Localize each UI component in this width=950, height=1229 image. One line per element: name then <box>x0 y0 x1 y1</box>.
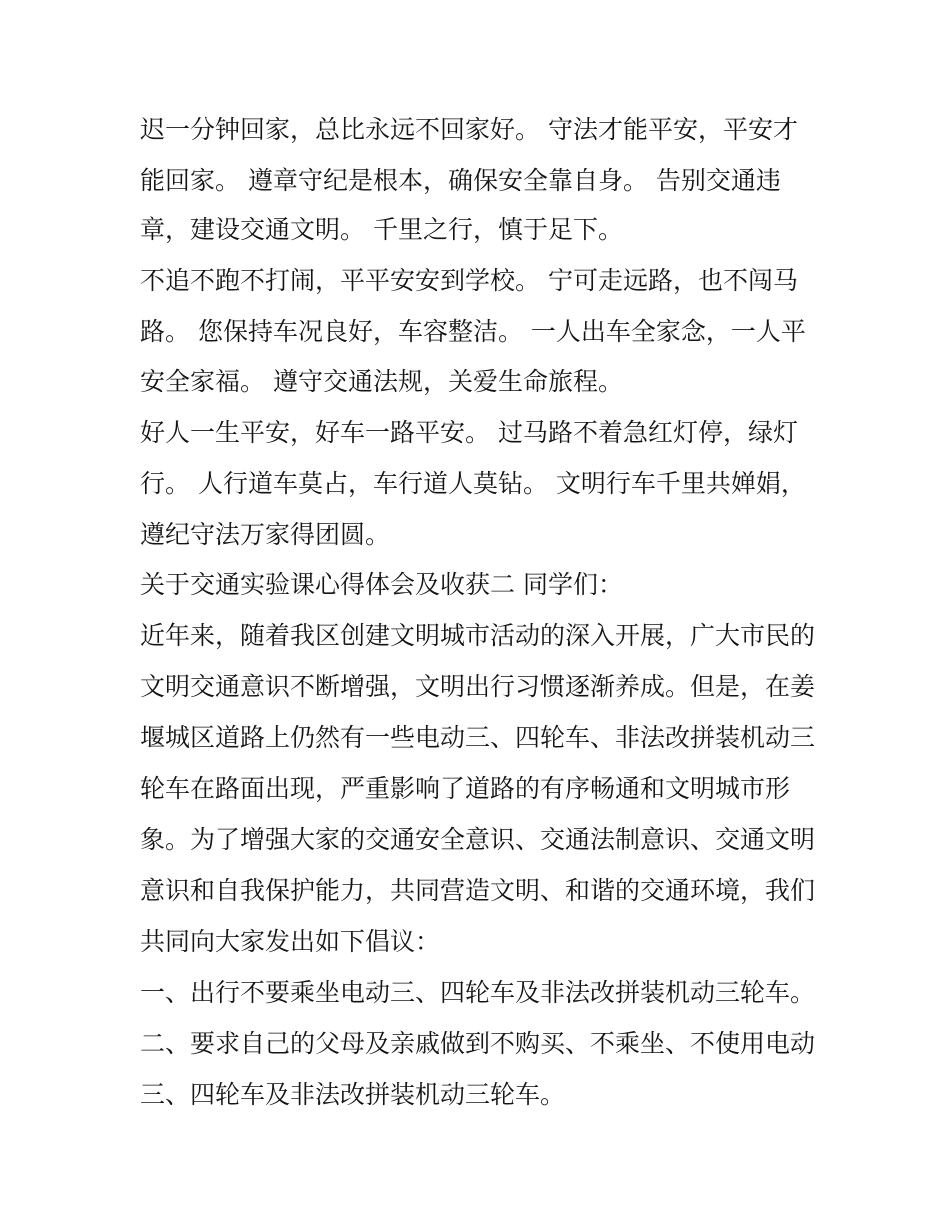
text-line: 不追不跑不打闹，平平安安到学校。 宁可走远路，也不闯马 <box>140 266 798 295</box>
text-line: 遵纪守法万家得团圆。 <box>140 520 391 549</box>
list-item: 一、出行不要乘坐电动三、四轮车及非法改拼装机动三轮车。 <box>140 978 816 1007</box>
text-line: 迟一分钟回家，总比永远不回家好。 守法才能平安，平安才 <box>140 115 798 144</box>
text-line: 路。 您保持车况良好，车容整洁。 一人出车全家念，一人平 <box>140 317 806 346</box>
text-line: 象。为了增强大家的交通安全意识、交通法制意识、交通文明 <box>140 825 816 854</box>
text-line: 章，建设交通文明。 千里之行，慎于足下。 <box>140 215 623 244</box>
text-line: 意识和自我保护能力，共同营造文明、和谐的交通环境，我们 <box>140 876 816 905</box>
text-line: 行。 人行道车莫占，车行道人莫钻。 文明行车千里共婵娟， <box>140 469 806 498</box>
text-line: 好人一生平安，好车一路平安。 过马路不着急红灯停，绿灯 <box>140 418 798 447</box>
text-line: 能回家。 遵章守纪是根本，确保安全靠自身。 告别交通违 <box>140 166 781 195</box>
text-line: 文明交通意识不断增强，文明出行习惯逐渐养成。但是，在姜 <box>140 672 816 701</box>
list-item: 二、要求自己的父母及亲戚做到不购买、不乘坐、不使用电动 <box>140 1029 816 1058</box>
list-item-continuation: 三、四轮车及非法改拼装机动三轮车。 <box>140 1080 566 1109</box>
text-line: 近年来，随着我区创建文明城市活动的深入开展，广大市民的 <box>140 621 816 650</box>
text-line: 堰城区道路上仍然有一些电动三、四轮车、非法改拼装机动三 <box>140 723 816 752</box>
text-line: 轮车在路面出现，严重影响了道路的有序畅通和文明城市形 <box>140 774 791 803</box>
text-line: 安全家福。 遵守交通法规，关爱生命旅程。 <box>140 367 623 396</box>
text-line: 共同向大家发出如下倡议： <box>140 927 441 956</box>
section-heading: 关于交通实验课心得体会及收获二 同学们： <box>140 570 623 599</box>
